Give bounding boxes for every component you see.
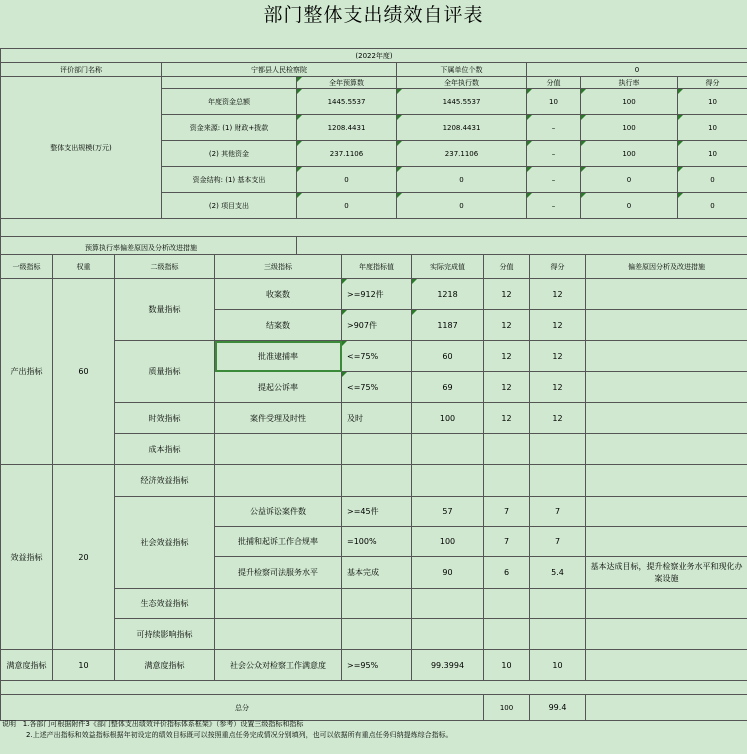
dept-value[interactable]: 宁都县人民检察院 [162,63,397,77]
level2-timeliness: 时效指标 [115,403,215,434]
actual-cell[interactable]: 100 [412,527,484,557]
budget-cell[interactable]: 237.1106 [297,141,397,167]
empty-cell[interactable] [412,619,484,650]
rate-cell[interactable]: 100 [581,89,678,115]
empty-cell[interactable] [530,619,586,650]
budget-cell[interactable]: 0 [297,167,397,193]
exec-cell[interactable]: 0 [397,167,527,193]
target-cell[interactable]: >=45件 [342,497,412,527]
col-annual-exec: 全年执行数 [397,77,527,89]
value-cell[interactable]: 10 [484,650,530,681]
notes-text-1: 1.各部门可根据附件3《部门整体支出绩效评价指标体系框架》（参考）设置三级指标和指标 [22,720,304,728]
notes-line-1 [2,719,747,730]
level3-cell[interactable]: 公益诉讼案件数 [215,497,342,527]
score-cell[interactable]: 0 [678,193,747,219]
empty-cell[interactable] [484,619,530,650]
empty-cell[interactable] [484,589,530,619]
deviation-note[interactable]: 基本达成目标，提升检察业务水平和现化办案设施 [586,557,747,589]
target-cell[interactable]: =100% [342,527,412,557]
score-cell[interactable]: 12 [530,372,586,403]
sub-units-label: 下属单位个数 [397,63,527,77]
col-score-value: 分值 [527,77,581,89]
level1-satisfaction: 满意度指标 [1,650,53,681]
rate-cell[interactable]: 0 [581,193,678,219]
weight-output[interactable]: 60 [53,279,115,465]
col-score: 得分 [678,77,747,89]
exec-cell[interactable]: 0 [397,193,527,219]
budget-row-label: 资金来源: (1) 财政+拨款 [162,115,297,141]
actual-cell[interactable]: 1187 [412,310,484,341]
indicators-table [0,254,747,721]
score-cell[interactable]: 12 [530,310,586,341]
deviation-cell[interactable] [586,279,747,310]
sub-units-value[interactable]: 0 [527,63,747,77]
value-cell[interactable]: – [527,115,581,141]
col-exec-rate: 执行率 [581,77,678,89]
level2-ecological: 生态效益指标 [115,589,215,619]
dept-label: 评价部门名称 [1,63,162,77]
score-cell[interactable]: 12 [530,341,586,372]
value-cell[interactable]: – [527,167,581,193]
budget-row-label: 年度资金总额 [162,89,297,115]
deviation-cell[interactable] [586,403,747,434]
actual-cell[interactable]: 90 [412,557,484,589]
empty-cell[interactable] [412,465,484,497]
level3-cell-selected[interactable]: 批准逮捕率 [215,341,342,372]
score-cell[interactable]: 12 [530,403,586,434]
notes-text-2: 2.上述产出指标和效益指标根据年初设定的绩效目标既可以按照重点任务完成情况分别填列，也可以依据所有重点任务归纳提炼综合指标。 [26,731,453,739]
actual-cell[interactable]: 69 [412,372,484,403]
hdr-weight: 权重 [53,255,115,279]
empty-cell[interactable] [484,434,530,465]
total-deviation[interactable] [586,695,747,721]
target-cell[interactable]: 基本完成 [342,557,412,589]
score-cell[interactable]: 0 [678,167,747,193]
empty-cell[interactable] [342,619,412,650]
score-cell[interactable]: 5.4 [530,557,586,589]
value-cell[interactable]: 7 [484,527,530,557]
score-cell[interactable]: 7 [530,497,586,527]
empty-cell[interactable] [342,434,412,465]
notes-line-2 [2,730,747,741]
budget-row-label: (2) 其他资金 [162,141,297,167]
empty-cell[interactable] [215,589,342,619]
budget-row-label: 资金结构: (1) 基本支出 [162,167,297,193]
score-cell[interactable]: 7 [530,527,586,557]
budget-section-label: 整体支出规模(万元) [1,77,162,219]
notes [2,719,747,741]
exec-cell[interactable]: 237.1106 [397,141,527,167]
hdr-level1: 一级指标 [1,255,53,279]
page-title: 部门整体支出绩效自评表 [263,4,484,26]
score-cell[interactable]: 12 [530,279,586,310]
deviation-cell[interactable] [586,341,747,372]
deviation-cell[interactable] [586,527,747,557]
value-cell[interactable]: 10 [527,89,581,115]
empty-cell[interactable] [215,434,342,465]
hdr-level3: 三级指标 [215,255,342,279]
empty-cell[interactable] [586,465,747,497]
target-cell[interactable]: >907件 [342,310,412,341]
hdr-actual: 实际完成值 [412,255,484,279]
empty-cell[interactable] [215,465,342,497]
value-cell[interactable]: 12 [484,310,530,341]
score-cell[interactable]: 10 [678,141,747,167]
col-annual-budget: 全年预算数 [297,77,397,89]
level2-quality: 质量指标 [115,341,215,403]
hdr-score: 得分 [530,255,586,279]
target-cell[interactable]: >=912件 [342,279,412,310]
empty-cell[interactable] [412,589,484,619]
total-label: 总分 [1,695,484,721]
level3-cell[interactable]: 案件受理及时性 [215,403,342,434]
deviation-cell[interactable] [586,650,747,681]
rate-cell[interactable]: 100 [581,141,678,167]
empty-cell[interactable] [586,619,747,650]
value-cell[interactable]: 12 [484,279,530,310]
hdr-deviation: 偏差原因分析及改进措施 [586,255,747,279]
value-cell[interactable]: – [527,193,581,219]
value-cell[interactable]: 12 [484,403,530,434]
target-cell[interactable]: >=95% [342,650,412,681]
budget-cell[interactable]: 1208.4431 [297,115,397,141]
level3-cell[interactable]: 提升检察司法服务水平 [215,557,342,589]
weight-benefit[interactable]: 20 [53,465,115,650]
budget-cell[interactable]: 0 [297,193,397,219]
score-cell[interactable]: 10 [678,115,747,141]
target-cell[interactable]: <=75% [342,372,412,403]
year-label: (2022年度) [1,49,747,63]
target-cell[interactable]: 及时 [342,403,412,434]
level3-cell[interactable]: 提起公诉率 [215,372,342,403]
level2-economic: 经济效益指标 [115,465,215,497]
value-cell[interactable]: 12 [484,372,530,403]
deviation-cell[interactable] [586,372,747,403]
level2-quantity: 数量指标 [115,279,215,341]
total-score[interactable]: 99.4 [530,695,586,721]
empty-cell[interactable] [412,434,484,465]
level3-cell[interactable]: 收案数 [215,279,342,310]
empty-cell[interactable] [586,589,747,619]
empty-cell[interactable] [530,434,586,465]
hdr-level2: 二级指标 [115,255,215,279]
score-cell[interactable]: 10 [678,89,747,115]
empty-cell[interactable] [530,589,586,619]
actual-cell[interactable]: 57 [412,497,484,527]
rate-cell[interactable]: 100 [581,115,678,141]
level2-cost: 成本指标 [115,434,215,465]
rate-cell[interactable]: 0 [581,167,678,193]
actual-cell[interactable]: 60 [412,341,484,372]
notes-label: 说明 [2,720,16,728]
value-cell[interactable]: 6 [484,557,530,589]
empty-cell[interactable] [530,465,586,497]
level1-benefit: 效益指标 [1,465,53,650]
target-cell[interactable]: <=75% [342,341,412,372]
budget-table [0,48,747,259]
level3-cell[interactable]: 结案数 [215,310,342,341]
deviation-cell[interactable] [586,497,747,527]
total-value[interactable]: 100 [484,695,530,721]
value-cell[interactable]: 12 [484,341,530,372]
value-cell[interactable]: 7 [484,497,530,527]
empty-cell[interactable] [215,619,342,650]
budget-row-label: (2) 项目支出 [162,193,297,219]
level3-cell[interactable]: 社会公众对检察工作满意度 [215,650,342,681]
empty-cell[interactable] [342,465,412,497]
value-cell[interactable]: – [527,141,581,167]
hdr-annual-target: 年度指标值 [342,255,412,279]
actual-cell[interactable]: 100 [412,403,484,434]
level2-sustainable: 可持续影响指标 [115,619,215,650]
level2-social: 社会效益指标 [115,497,215,589]
level3-cell[interactable]: 批捕和起诉工作合规率 [215,527,342,557]
hdr-value: 分值 [484,255,530,279]
actual-cell[interactable]: 99.3994 [412,650,484,681]
empty-cell[interactable] [586,434,747,465]
exec-cell[interactable]: 1208.4431 [397,115,527,141]
empty-cell[interactable] [342,589,412,619]
weight-satisfaction[interactable]: 10 [53,650,115,681]
deviation-cell[interactable] [586,310,747,341]
level1-output: 产出指标 [1,279,53,465]
exec-cell[interactable]: 1445.5537 [397,89,527,115]
empty-cell[interactable] [484,465,530,497]
level2-satisfaction: 满意度指标 [115,650,215,681]
actual-cell[interactable]: 1218 [412,279,484,310]
score-cell[interactable]: 10 [530,650,586,681]
budget-cell[interactable]: 1445.5537 [297,89,397,115]
deviation-label: 预算执行率偏差原因及分析改进措施 [1,237,297,259]
